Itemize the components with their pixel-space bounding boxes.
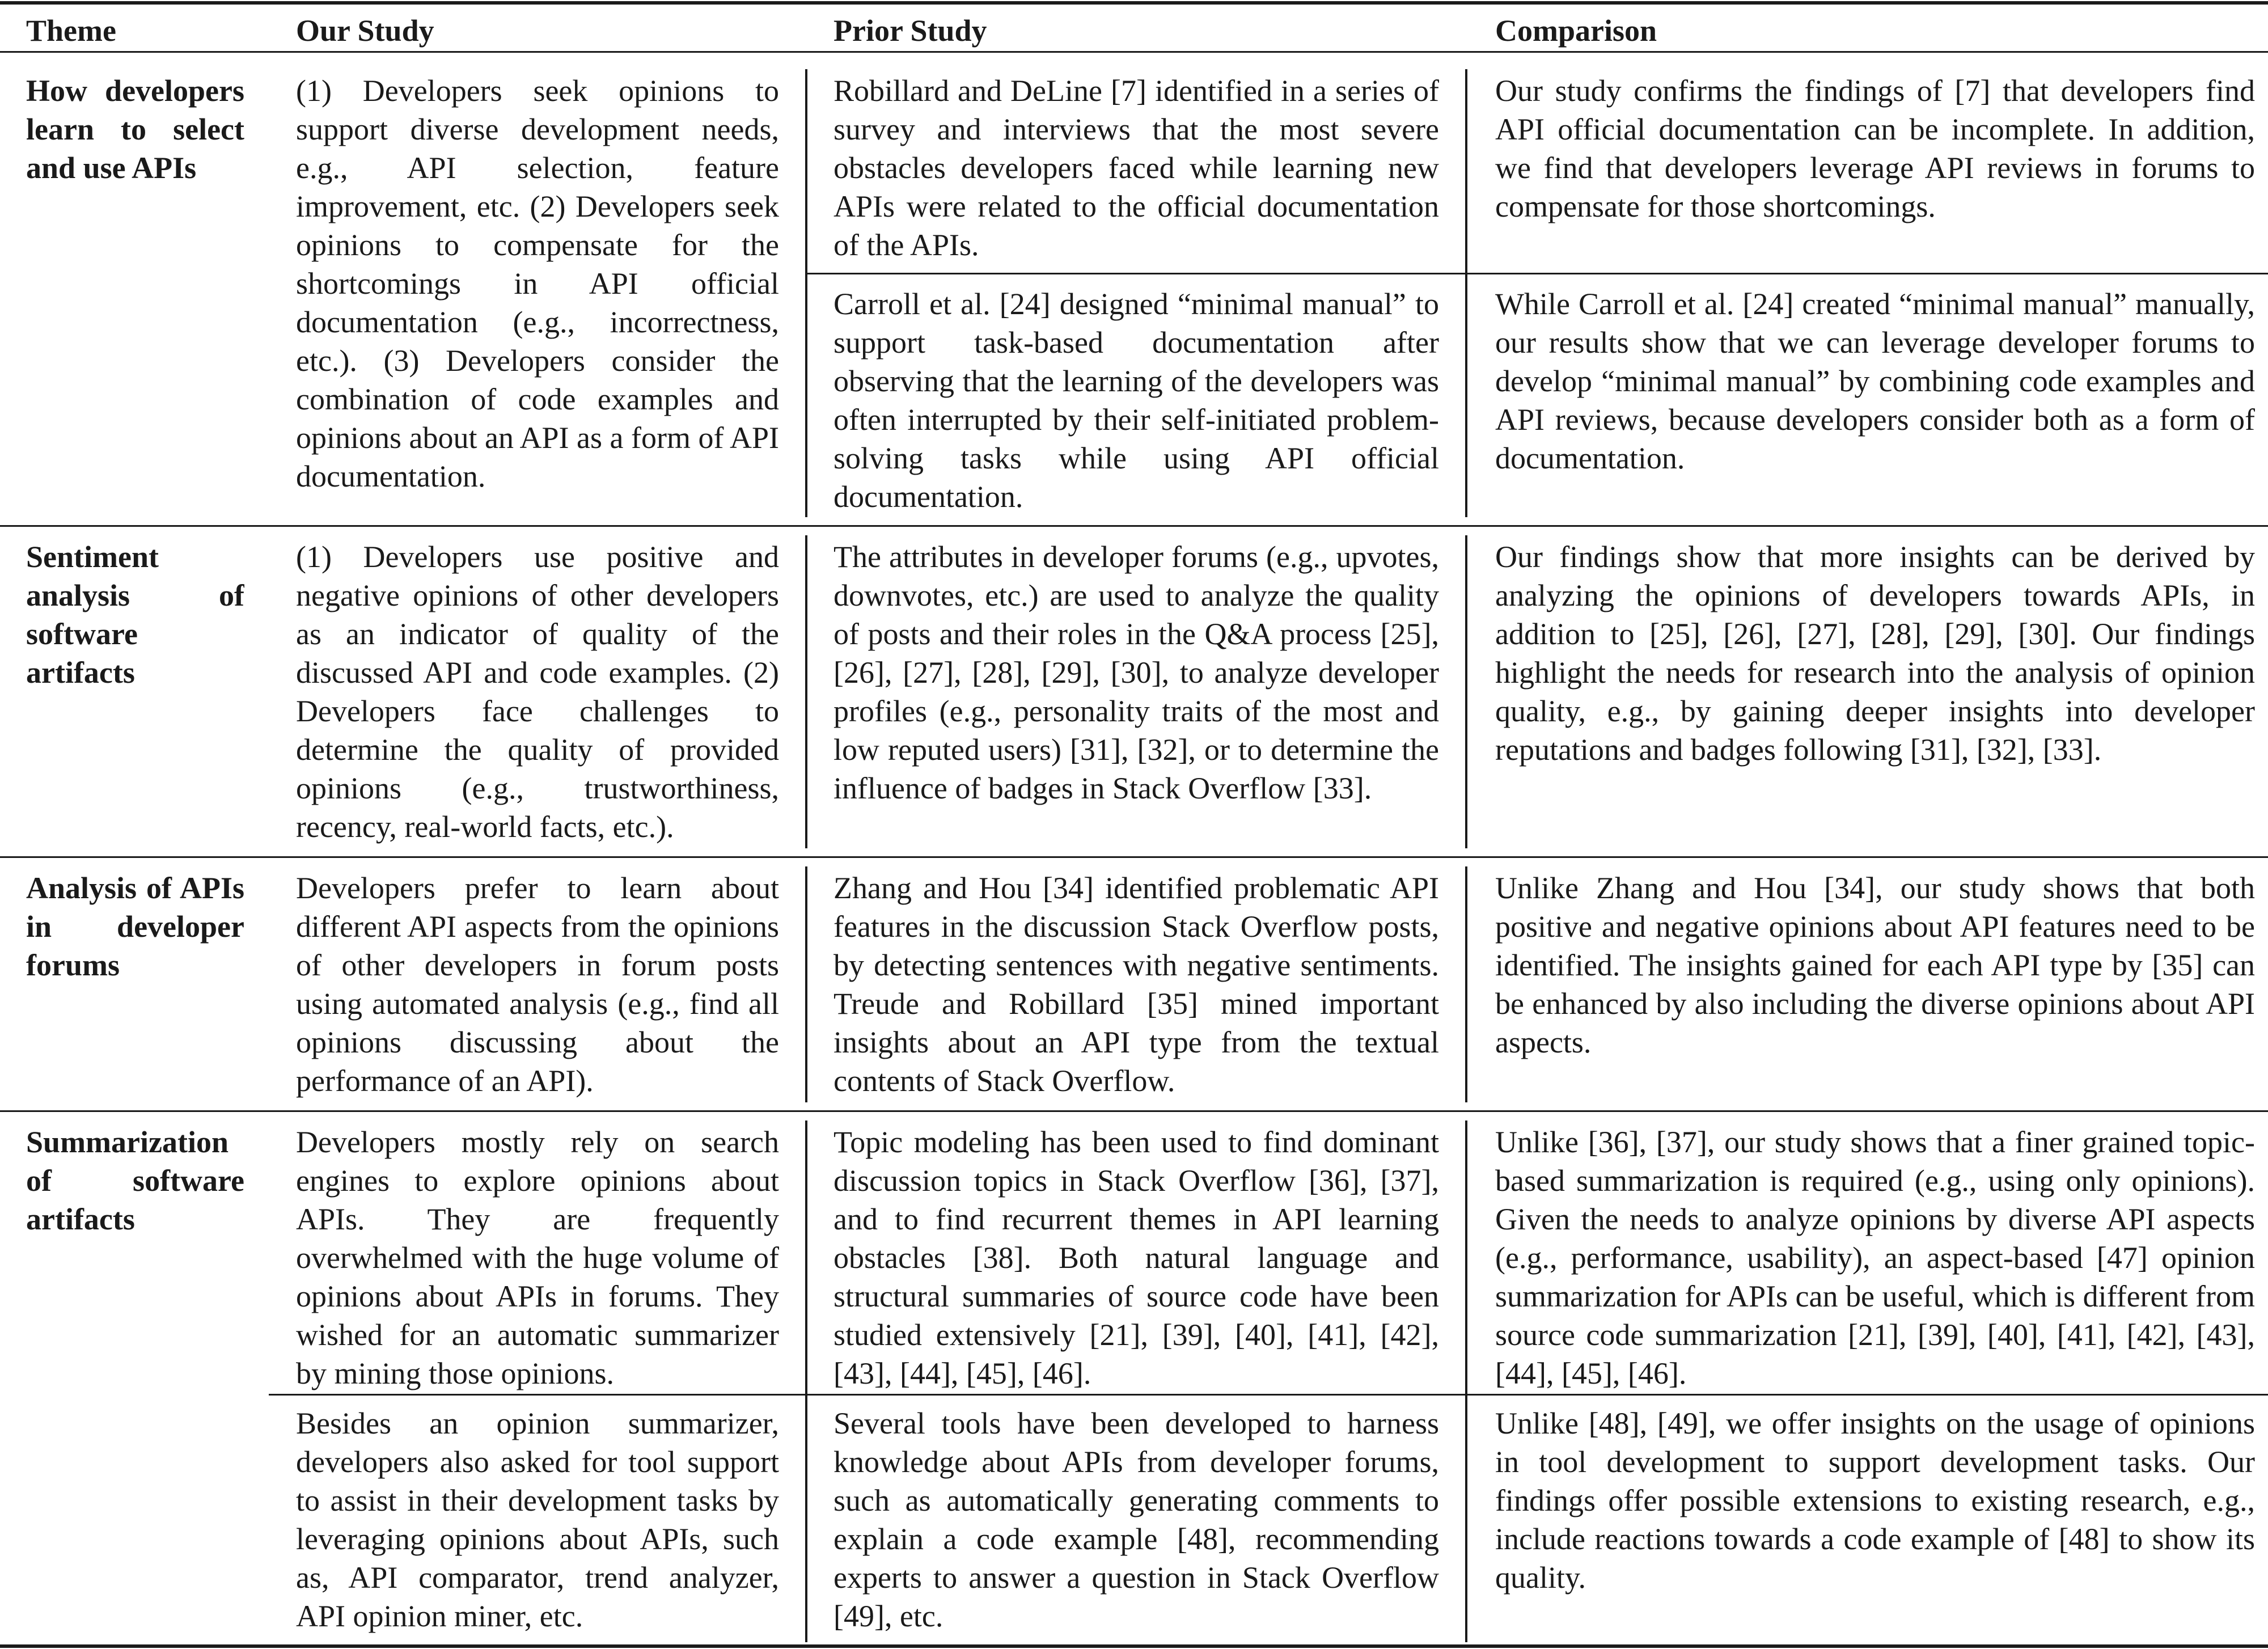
prior-study-cell: Topic modeling has been used to find dominant discussion topics in Stack Overflow [36], [37], and to find recurrent themes in API learning obstacles [38]. Both natural language and structural summaries of source code have been studied extensively [21], [39], [40], [41], [42], [43], [44], [45], [46]. <box>833 1125 1439 1390</box>
column-divider <box>805 866 807 1102</box>
prior-study-cell: The attributes in developer forums (e.g., upvotes, downvotes, etc.) are used to analyze the quality of posts and their roles in the Q&A process [25], [26], [27], [28], [29], [30], to analyze developer profiles (e.g., personality traits of the most and low reputed users) [31], [32], or to determine the influence of badges in Stack Overflow [33]. <box>833 540 1439 805</box>
table-top-rule <box>0 1 2268 5</box>
comparison-cell: Unlike Zhang and Hou [34], our study shows that both positive and negative opinions about API features need to be identified. The insights gained for each API type by [35] can be enhanced by also including the diverse opinions about API aspects. <box>1495 871 2255 1059</box>
column-divider <box>1465 69 1467 517</box>
our-study-cell: (1) Developers use positive and negative opinions of other developers as an indicator of quality of the discussed API and code examples. (2) Developers face challenges to determine the quality of provided opinions (e.g., trustworthiness, recency, real-world facts, etc.). <box>296 540 779 844</box>
header-theme: Theme <box>26 14 116 48</box>
header-comparison: Comparison <box>1495 14 1657 48</box>
our-study-cell: Developers prefer to learn about different API aspects from the opinions of other developers in forum posts using automated analysis (e.g., find all opinions discussing about the performance of an API). <box>296 871 779 1098</box>
table-bottom-rule <box>0 1644 2268 1648</box>
prior-study-cell: Carroll et al. [24] designed “minimal manual” to support task-based documentation after observing that the learning of the developers was often interrupted by their self-initiated problem-solving tasks while using API official documentation. <box>833 287 1439 514</box>
prior-study-cell: Zhang and Hou [34] identified problematic API features in the discussion Stack Overflow posts, by detecting sentences with negative sentiments. Treude and Robillard [35] mined important insights about an API type from the textual contents of Stack Overflow. <box>833 871 1439 1098</box>
row-4-split-rule <box>269 1394 2268 1396</box>
column-divider <box>1465 535 1467 848</box>
row-separator <box>0 856 2268 858</box>
comparison-cell: While Carroll et al. [24] created “minimal manual” manually, our results show that we can leverage developer forums to develop “minimal manual” by combining code examples and API reviews, because developers consider both as a form of documentation. <box>1495 287 2255 475</box>
column-divider <box>805 535 807 848</box>
theme-cell: Sentiment analysis of software artifacts <box>26 540 244 690</box>
prior-study-cell: Several tools have been developed to harness knowledge about APIs from developer forums, such as automatically generating comments to explain a code example [48], recommending experts to answer a question in Stack Overflow [49], etc. <box>833 1406 1439 1633</box>
our-study-cell: (1) Developers seek opinions to support diverse development needs, e.g., API selection, feature improvement, etc. (2) Developers seek opinions to compensate for the shortcomings in API official documentation (e.g., incorrectness, etc.). (3) Developers consider the combination of code examples and opinions about an API as a form of API documentation. <box>296 74 779 493</box>
comparison-cell: Unlike [48], [49], we offer insights on the usage of opinions in tool development to support development tasks. Our findings offer possible extensions to existing research, e.g., include reactions towards a code example of [48] to show its quality. <box>1495 1406 2255 1595</box>
theme-cell: Analysis of APIs in developer forums <box>26 871 244 982</box>
column-divider <box>805 69 807 517</box>
comparison-cell: Our study confirms the findings of [7] that developers find API official documentation can be incomplete. In addition, we find that developers leverage API reviews in forums to compensate for those shortcomings. <box>1495 74 2255 223</box>
column-divider <box>1465 866 1467 1102</box>
header-bottom-rule <box>0 51 2268 53</box>
our-study-cell: Developers mostly rely on search engines to explore opinions about APIs. They are frequently overwhelmed with the huge volume of opinions about APIs in forums. They wished for an automatic summarizer by mining those opinions. <box>296 1125 779 1390</box>
column-divider <box>1465 1121 1467 1642</box>
row-separator <box>0 525 2268 527</box>
header-our-study: Our Study <box>296 14 434 48</box>
column-divider <box>805 1121 807 1642</box>
header-prior-study: Prior Study <box>833 14 987 48</box>
comparison-cell: Our findings show that more insights can be derived by analyzing the opinions of developers towards APIs, in addition to [25], [26], [27], [28], [29], [30]. Our findings highlight the needs for research into the analysis of opinion quality, e.g., by gaining deeper insights into developer reputations and badges following [31], [32], [33]. <box>1495 540 2255 767</box>
theme-cell: Summarization of software artifacts <box>26 1125 244 1236</box>
prior-study-cell: Robillard and DeLine [7] identified in a series of survey and interviews that the most severe obstacles developers faced while learning new APIs were related to the official documentation of the APIs. <box>833 74 1439 262</box>
our-study-cell: Besides an opinion summarizer, developers also asked for tool support to assist in their development tasks by leveraging opinions about APIs, such as, API comparator, trend analyzer, API opinion miner, etc. <box>296 1406 779 1633</box>
row-separator <box>0 1110 2268 1112</box>
comparison-cell: Unlike [36], [37], our study shows that a finer grained topic-based summarization is required (e.g., using only opinions). Given the needs to analyze opinions by diverse API aspects (e.g., performance, usability), an aspect-based [47] opinion summarization for APIs can be useful, which is different from source code summarization [21], [39], [40], [41], [42], [43], [44], [45], [46]. <box>1495 1125 2255 1390</box>
row-1-split-rule <box>806 273 2268 274</box>
theme-cell: How developers learn to select and use APIs <box>26 74 244 185</box>
